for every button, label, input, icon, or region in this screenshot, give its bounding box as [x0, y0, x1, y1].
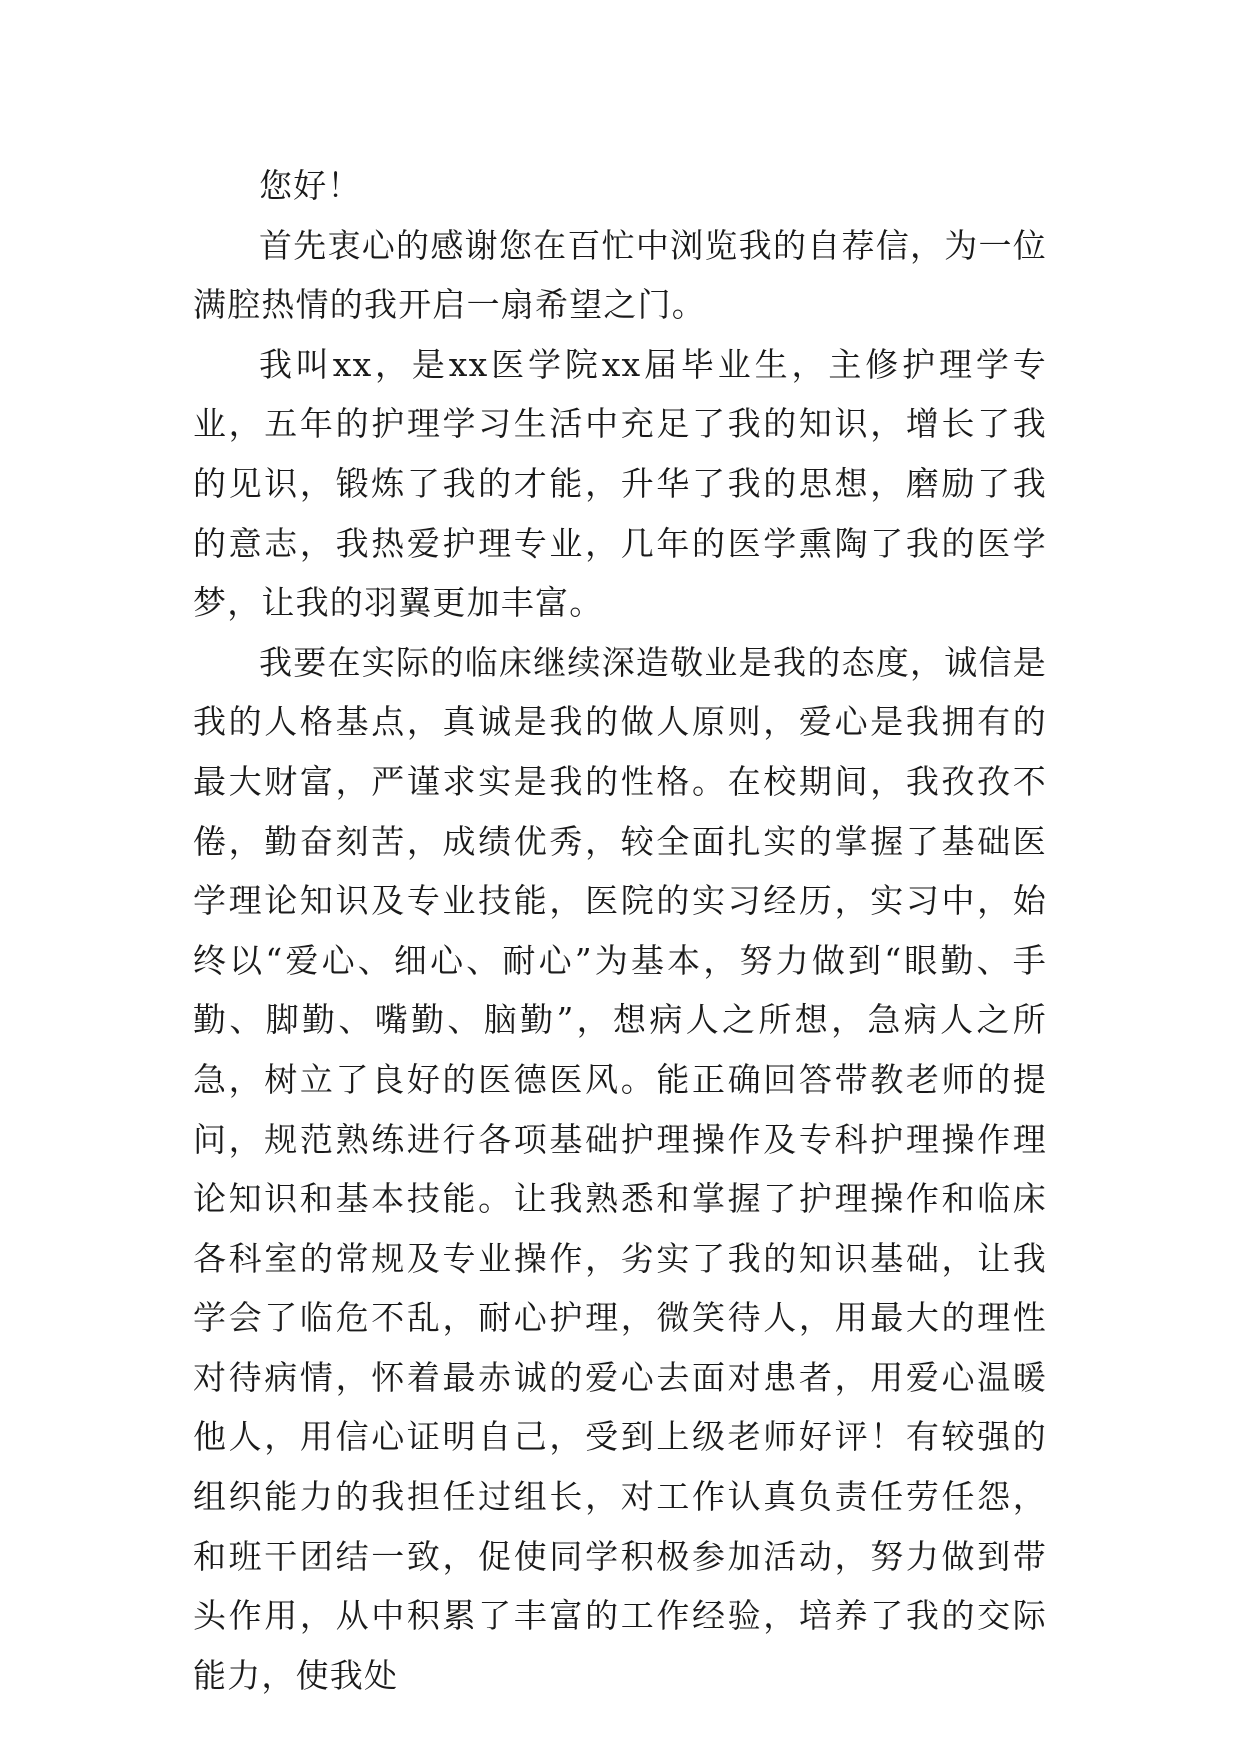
greeting: 您好！ [259, 166, 362, 205]
letter-body [193, 156, 1047, 1705]
paragraph-thanks: 首先衷心的感谢您在百忙中浏览我的自荐信，为一位满腔热情的我开启一扇希望之门。 [193, 225, 1047, 325]
paragraph-introduction: 我叫xx，是xx医学院xx届毕业生，主修护理学专业，五年的护理学习生活中充足了我的知识，增长了我的见识，锻炼了我的才能，升华了我的思想，磨励了我的意志，我热爱护理专业，几年的医学熏陶了我的医学梦，让我的羽翼更加丰富。 [193, 344, 1047, 623]
paragraph-experience: 我要在实际的临床继续深造敬业是我的态度，诚信是我的人格基点，真诚是我的做人原则，爱心是我拥有的最大财富，严谨求实是我的性格。在校期间，我孜孜不倦，勤奋刻苦，成绩优秀，较全面扎实的掌握了基础医学理论知识及专业技能，医院的实习经历，实习中，始终以“爱心、细心、耐心”为基本，努力做到“眼勤、手勤、脚勤、嘴勤、脑勤”，想病人之所想，急病人之所急，树立了良好的医德医风。能正确回答带教老师的提问，规范熟练进行各项基础护理操作及专科护理操作理论知识和基本技能。让我熟悉和掌握了护理操作和临床各科室的常规及专业操作，劣实了我的知识基础，让我学会了临危不乱，耐心护理，微笑待人，用最大的理性对待病情，怀着最赤诚的爱心去面对患者，用爱心温暖他人，用信心证明自己，受到上级老师好评！有较强的组织能力的我担任过组长，对工作认真负责任劳任怨，和班干团结一致，促使同学积极参加活动，努力做到带头作用，从中积累了丰富的工作经验，培养了我的交际能力，使我处 [193, 642, 1047, 1695]
